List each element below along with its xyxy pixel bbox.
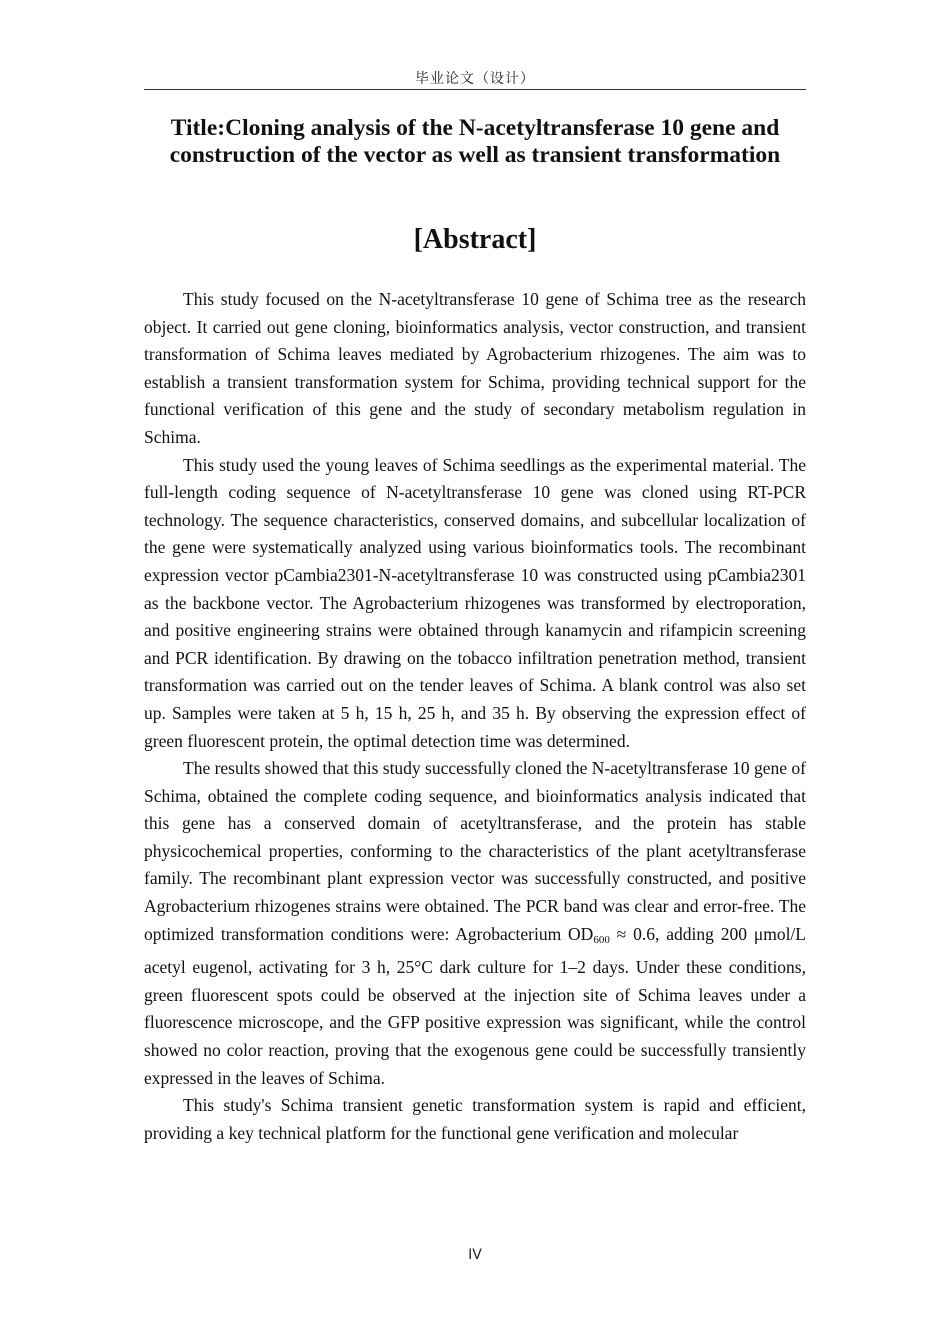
- paragraph-3-text-a: The results showed that this study successfully cloned the N-acetyltransferase 10 gene of Schima, obtained the complete coding sequence, and bioinformatics analysis indicated that this gene has a conserved domain of acetyltransferase, and the protein has stable physicochemical properties, conforming to the characteristics of the plant acetyltransferase family. The recombinant plant expression vector was successfully constructed, and positive Agrobacterium rhizogenes strains were obtained. The PCR band was clear and error-free. The optimized transformation conditions were: Agrobacterium OD: [144, 758, 807, 944]
- thesis-title: Title:Cloning analysis of the N-acetyltransferase 10 gene and construction of the vector as well as transient transformation: [169, 115, 781, 168]
- running-header: 毕业论文（设计）: [415, 71, 535, 87]
- abstract-paragraph-4: This study's Schima transient genetic transformation system is rapid and efficient, providing a key technical platform for the functional gene verification and molecular: [144, 1095, 806, 1143]
- od-subscript: 600: [593, 933, 610, 946]
- abstract-paragraph-2: This study used the young leaves of Schima seedlings as the experimental material. The full-length coding sequence of N-acetyltransferase 10 gene was cloned using RT-PCR technology. The sequence characteristics, conserved domains, and subcellular localization of the gene were systematically analyzed using various bioinformatics tools. The recombinant expression vector pCambia2301-N-acetyltransferase 10 was constructed using pCambia2301 as the backbone vector. The Agrobacterium rhizogenes was transformed by electroporation, and positive engineering strains were obtained through kanamycin and rifampicin screening and PCR identification. By drawing on the tobacco infiltration penetration method, transient transformation was carried out on the tender leaves of Schima. A blank control was also set up. Samples were taken at 5 h, 15 h, 25 h, and 35 h. By observing the expression effect of green fluorescent protein, the optimal detection time was determined.: [144, 454, 806, 751]
- paragraph-3-text-b: ≈ 0.6, adding 200 μmol/L acetyl eugenol, activating for 3 h, 25°C dark culture for 1–2 days. Under these conditions, green fluorescent spots could be observed at the injection site of Schima leaves under a fluorescence microscope, and the GFP positive expression was significant, while the control showed no color reaction, proving that the exogenous gene could be successfully transiently expressed in the leaves of Schima.: [144, 923, 806, 1088]
- abstract-paragraph-1: This study focused on the N-acetyltransferase 10 gene of Schima tree as the research object. It carried out gene cloning, bioinformatics analysis, vector construction, and transient transformation of Schima leaves mediated by Agrobacterium rhizogenes. The aim was to establish a transient transformation system for Schima, providing technical support for the functional verification of this gene and the study of secondary metabolism regulation in Schima.: [144, 289, 806, 447]
- header-divider: [144, 89, 806, 90]
- abstract-body: [144, 286, 806, 1147]
- abstract-heading: [Abstract]: [413, 224, 537, 255]
- page-number: IV: [468, 1247, 482, 1263]
- abstract-paragraph-3: [144, 755, 806, 1092]
